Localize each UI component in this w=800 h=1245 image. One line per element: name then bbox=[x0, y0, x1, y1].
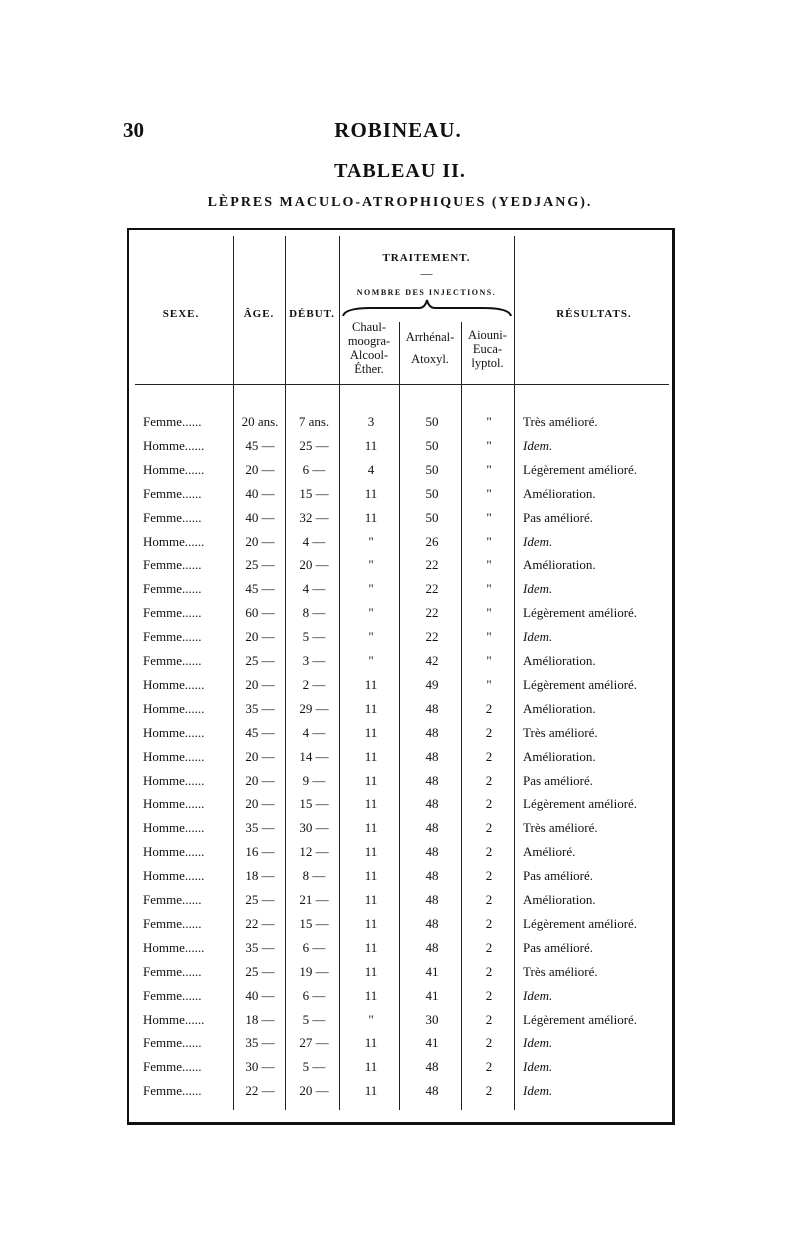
cell-age: 20 — bbox=[245, 533, 275, 549]
cell-sexe: Femme...... bbox=[143, 915, 202, 931]
table-row bbox=[129, 434, 672, 458]
header-chaulmoogra bbox=[339, 320, 399, 376]
cell-sexe: Homme...... bbox=[143, 820, 205, 836]
cell-aiouni: 2 bbox=[485, 796, 493, 812]
cell-debut: 9 — bbox=[302, 772, 326, 788]
cell-age: 45 — bbox=[245, 724, 275, 740]
cell-aiouni: " bbox=[486, 533, 492, 549]
cell-aiouni: 2 bbox=[485, 748, 493, 764]
cell-age: 60 — bbox=[245, 605, 275, 621]
cell-debut: 15 — bbox=[299, 485, 329, 501]
cell-aiouni: " bbox=[486, 509, 492, 525]
cell-arrhenal: 22 bbox=[425, 605, 439, 621]
table-row bbox=[129, 721, 672, 745]
header-line: lyptol. bbox=[471, 356, 504, 370]
cell-chaulmoogra: 11 bbox=[364, 939, 378, 955]
header-line: Atoxyl. bbox=[411, 352, 449, 366]
header-line: Chaul- bbox=[351, 320, 387, 334]
cell-aiouni: 2 bbox=[485, 1011, 493, 1027]
cell-chaulmoogra: 11 bbox=[364, 1059, 378, 1075]
cell-chaulmoogra: 11 bbox=[364, 772, 378, 788]
cell-age: 40 — bbox=[245, 485, 275, 501]
cell-sexe: Homme...... bbox=[143, 796, 205, 812]
cell-chaulmoogra: 11 bbox=[364, 724, 378, 740]
cell-resultat: Idem. bbox=[523, 987, 553, 1003]
page-header bbox=[118, 118, 678, 148]
cell-resultat: Légèrement amélioré. bbox=[523, 1011, 638, 1027]
cell-resultat: Légèrement amélioré. bbox=[523, 461, 638, 477]
cell-age: 25 — bbox=[245, 557, 275, 573]
cell-arrhenal: 41 bbox=[425, 987, 439, 1003]
cell-aiouni: 2 bbox=[485, 868, 493, 884]
cell-arrhenal: 48 bbox=[425, 868, 439, 884]
cell-aiouni: " bbox=[486, 485, 492, 501]
cell-resultat: Idem. bbox=[523, 1059, 553, 1075]
cell-resultat: Amélioration. bbox=[523, 485, 596, 501]
cell-arrhenal: 50 bbox=[425, 437, 439, 453]
cell-age: 16 — bbox=[245, 844, 275, 860]
cell-aiouni: 2 bbox=[485, 963, 493, 979]
cell-arrhenal: 48 bbox=[425, 892, 439, 907]
cell-arrhenal: 48 bbox=[425, 724, 439, 740]
cell-age: 25 — bbox=[245, 963, 275, 979]
cell-debut: 4 — bbox=[302, 533, 326, 549]
cell-aiouni: 2 bbox=[485, 820, 493, 836]
cell-aiouni: 2 bbox=[485, 915, 493, 931]
cell-age: 35 — bbox=[245, 939, 275, 955]
cell-debut: 20 — bbox=[299, 557, 329, 573]
cell-age: 20 — bbox=[245, 629, 275, 645]
cell-sexe: Homme...... bbox=[143, 437, 205, 453]
cell-chaulmoogra: 11 bbox=[364, 748, 378, 764]
table-row bbox=[129, 745, 672, 769]
page-number: 30 bbox=[123, 118, 144, 142]
cell-age: 20 — bbox=[245, 461, 275, 477]
header-arrhenal bbox=[399, 326, 461, 370]
cell-arrhenal: 42 bbox=[425, 653, 439, 668]
cell-aiouni: " bbox=[486, 437, 492, 453]
header-traitement: TRAITEMENT. bbox=[382, 252, 471, 264]
cell-chaulmoogra: 11 bbox=[364, 485, 378, 501]
brace-icon bbox=[341, 298, 513, 320]
cell-resultat: Idem. bbox=[523, 533, 553, 549]
cell-debut: 32 — bbox=[299, 509, 329, 525]
cell-aiouni: 2 bbox=[485, 772, 493, 788]
cell-debut: 5 — bbox=[302, 1011, 326, 1027]
cell-aiouni: " bbox=[486, 629, 492, 645]
table-title: TABLEAU II. bbox=[334, 160, 466, 182]
table-row bbox=[129, 673, 672, 697]
header-line: Euca- bbox=[472, 342, 503, 356]
cell-age: 45 — bbox=[245, 581, 275, 597]
cell-resultat: Amélioration. bbox=[523, 700, 596, 716]
cell-debut: 5 — bbox=[302, 1059, 326, 1075]
cell-age: 18 — bbox=[245, 1011, 275, 1027]
cell-arrhenal: 50 bbox=[425, 461, 439, 477]
cell-debut: 6 — bbox=[302, 987, 326, 1003]
cell-sexe: Femme...... bbox=[143, 1035, 202, 1051]
header-aiouni bbox=[461, 328, 514, 370]
table-row bbox=[129, 769, 672, 793]
cell-resultat: Légèrement amélioré. bbox=[523, 915, 638, 931]
cell-sexe: Homme...... bbox=[143, 461, 205, 477]
table-row bbox=[129, 1031, 672, 1055]
cell-sexe: Homme...... bbox=[143, 676, 205, 692]
cell-sexe: Femme...... bbox=[143, 892, 202, 907]
cell-chaulmoogra: 11 bbox=[364, 963, 378, 979]
cell-sexe: Femme...... bbox=[143, 509, 202, 525]
cell-arrhenal: 22 bbox=[425, 581, 439, 597]
table-row bbox=[129, 506, 672, 530]
cell-sexe: Femme...... bbox=[143, 963, 202, 979]
cell-age: 20 — bbox=[245, 748, 275, 764]
table-row bbox=[129, 697, 672, 721]
cell-arrhenal: 48 bbox=[425, 820, 439, 836]
cell-age: 35 — bbox=[245, 700, 275, 716]
cell-age: 35 — bbox=[245, 820, 275, 836]
cell-aiouni: " bbox=[486, 461, 492, 477]
cell-resultat: Idem. bbox=[523, 437, 553, 453]
cell-sexe: Femme...... bbox=[143, 581, 202, 597]
cell-arrhenal: 48 bbox=[425, 915, 439, 931]
cell-chaulmoogra: 11 bbox=[364, 1035, 378, 1051]
cell-resultat: Pas amélioré. bbox=[523, 939, 594, 955]
header-line: Aiouni- bbox=[468, 328, 507, 342]
cell-arrhenal: 48 bbox=[425, 796, 439, 812]
results-table bbox=[127, 228, 675, 1125]
cell-resultat: Pas amélioré. bbox=[523, 868, 594, 884]
cell-sexe: Femme...... bbox=[143, 485, 202, 501]
cell-sexe: Homme...... bbox=[143, 939, 205, 955]
cell-age: 25 — bbox=[245, 653, 275, 668]
cell-resultat: Idem. bbox=[523, 1035, 553, 1051]
cell-arrhenal: 41 bbox=[425, 1035, 439, 1051]
cell-aiouni: 2 bbox=[485, 724, 493, 740]
table-row bbox=[129, 601, 672, 625]
cell-chaulmoogra: 11 bbox=[364, 700, 378, 716]
table-row bbox=[129, 840, 672, 864]
header-rule bbox=[135, 384, 669, 385]
cell-resultat: Amélioration. bbox=[523, 557, 596, 573]
cell-chaulmoogra: 3 bbox=[367, 414, 375, 429]
cell-debut: 29 — bbox=[299, 700, 329, 716]
cell-resultat: Très amélioré. bbox=[523, 724, 598, 740]
cell-chaulmoogra: 11 bbox=[364, 437, 378, 453]
cell-resultat: Très amélioré. bbox=[523, 963, 598, 979]
header-nombre-injections: NOMBRE DES INJECTIONS. bbox=[356, 288, 497, 297]
table-row bbox=[129, 482, 672, 506]
cell-debut: 12 — bbox=[299, 844, 329, 860]
table-row bbox=[129, 864, 672, 888]
header-age: ÂGE. bbox=[243, 308, 275, 320]
header-resultats: RÉSULTATS. bbox=[556, 308, 632, 320]
cell-resultat: Très amélioré. bbox=[523, 820, 598, 836]
cell-aiouni: " bbox=[486, 414, 492, 429]
cell-sexe: Homme...... bbox=[143, 533, 205, 549]
running-head: ROBINEAU. bbox=[334, 118, 462, 142]
table-row bbox=[129, 888, 672, 912]
cell-resultat: Idem. bbox=[523, 581, 553, 597]
table-row bbox=[129, 816, 672, 840]
cell-debut: 6 — bbox=[302, 461, 326, 477]
cell-age: 30 — bbox=[245, 1059, 275, 1075]
cell-sexe: Homme...... bbox=[143, 724, 205, 740]
cell-age: 20 ans. bbox=[241, 414, 279, 429]
table-row bbox=[129, 1008, 672, 1032]
cell-aiouni: 2 bbox=[485, 700, 493, 716]
cell-age: 45 — bbox=[245, 437, 275, 453]
header-debut: DÉBUT. bbox=[289, 308, 335, 320]
table-row bbox=[129, 553, 672, 577]
cell-debut: 4 — bbox=[302, 581, 326, 597]
cell-aiouni: " bbox=[486, 605, 492, 621]
cell-age: 35 — bbox=[245, 1035, 275, 1051]
cell-debut: 30 — bbox=[299, 820, 329, 836]
cell-chaulmoogra: 4 bbox=[367, 461, 375, 477]
table-row bbox=[129, 792, 672, 816]
cell-sexe: Homme...... bbox=[143, 1011, 205, 1027]
cell-sexe: Femme...... bbox=[143, 629, 202, 645]
cell-arrhenal: 49 bbox=[425, 676, 439, 692]
cell-aiouni: 2 bbox=[485, 1059, 493, 1075]
cell-age: 22 — bbox=[245, 1083, 275, 1099]
cell-arrhenal: 48 bbox=[425, 1083, 439, 1099]
table-row bbox=[129, 577, 672, 601]
table-row bbox=[129, 649, 672, 673]
cell-debut: 27 — bbox=[299, 1035, 329, 1051]
cell-age: 20 — bbox=[245, 772, 275, 788]
cell-arrhenal: 48 bbox=[425, 748, 439, 764]
cell-arrhenal: 26 bbox=[425, 533, 439, 549]
cell-debut: 4 — bbox=[302, 724, 326, 740]
cell-age: 18 — bbox=[245, 868, 275, 884]
cell-aiouni: 2 bbox=[485, 1083, 493, 1099]
cell-chaulmoogra: 11 bbox=[364, 509, 378, 525]
cell-arrhenal: 30 bbox=[425, 1011, 439, 1027]
cell-arrhenal: 41 bbox=[425, 963, 439, 979]
cell-resultat: Pas amélioré. bbox=[523, 509, 594, 525]
cell-age: 22 — bbox=[245, 915, 275, 931]
cell-resultat: Idem. bbox=[523, 1083, 553, 1099]
cell-resultat: Légèrement amélioré. bbox=[523, 676, 638, 692]
cell-aiouni: " bbox=[486, 653, 492, 668]
table-subtitle: LÈPRES MACULO-ATROPHIQUES (YEDJANG). bbox=[207, 195, 593, 210]
cell-chaulmoogra: " bbox=[368, 653, 374, 668]
cell-sexe: Homme...... bbox=[143, 748, 205, 764]
cell-sexe: Femme...... bbox=[143, 1059, 202, 1075]
cell-age: 20 — bbox=[245, 676, 275, 692]
table-row bbox=[129, 960, 672, 984]
cell-sexe: Homme...... bbox=[143, 844, 205, 860]
cell-chaulmoogra: 11 bbox=[364, 796, 378, 812]
cell-chaulmoogra: 11 bbox=[364, 892, 378, 907]
cell-arrhenal: 50 bbox=[425, 414, 439, 429]
cell-resultat: Idem. bbox=[523, 629, 553, 645]
cell-chaulmoogra: " bbox=[368, 605, 374, 621]
cell-sexe: Homme...... bbox=[143, 868, 205, 884]
cell-aiouni: 2 bbox=[485, 1035, 493, 1051]
cell-sexe: Femme...... bbox=[143, 557, 202, 573]
cell-chaulmoogra: 11 bbox=[364, 987, 378, 1003]
cell-aiouni: 2 bbox=[485, 892, 493, 907]
cell-chaulmoogra: " bbox=[368, 629, 374, 645]
table-row bbox=[129, 530, 672, 554]
cell-debut: 8 — bbox=[302, 868, 326, 884]
table-row bbox=[129, 912, 672, 936]
table-row bbox=[129, 936, 672, 960]
cell-debut: 15 — bbox=[299, 915, 329, 931]
cell-sexe: Femme...... bbox=[143, 1083, 202, 1099]
cell-aiouni: " bbox=[486, 676, 492, 692]
cell-chaulmoogra: 11 bbox=[364, 820, 378, 836]
cell-arrhenal: 48 bbox=[425, 1059, 439, 1075]
cell-debut: 19 — bbox=[299, 963, 329, 979]
cell-arrhenal: 48 bbox=[425, 772, 439, 788]
cell-resultat: Légèrement amélioré. bbox=[523, 605, 638, 621]
cell-age: 40 — bbox=[245, 987, 275, 1003]
cell-chaulmoogra: " bbox=[368, 557, 374, 573]
cell-debut: 8 — bbox=[302, 605, 326, 621]
cell-chaulmoogra: 11 bbox=[364, 1083, 378, 1099]
cell-resultat: Pas amélioré. bbox=[523, 772, 594, 788]
table-row bbox=[129, 984, 672, 1008]
cell-resultat: Amélioration. bbox=[523, 892, 596, 907]
cell-aiouni: 2 bbox=[485, 987, 493, 1003]
cell-resultat: Très amélioré. bbox=[523, 414, 598, 429]
cell-chaulmoogra: " bbox=[368, 581, 374, 597]
header-line: moogra- bbox=[347, 334, 391, 348]
cell-debut: 25 — bbox=[299, 437, 329, 453]
cell-sexe: Homme...... bbox=[143, 772, 205, 788]
cell-chaulmoogra: 11 bbox=[364, 915, 378, 931]
cell-chaulmoogra: 11 bbox=[364, 844, 378, 860]
cell-aiouni: " bbox=[486, 557, 492, 573]
cell-debut: 7 ans. bbox=[298, 414, 330, 429]
table-row bbox=[129, 625, 672, 649]
cell-resultat: Amélioration. bbox=[523, 748, 596, 764]
cell-debut: 3 — bbox=[302, 653, 326, 668]
header-line: Éther. bbox=[354, 362, 384, 376]
cell-chaulmoogra: 11 bbox=[364, 868, 378, 884]
header-dash: — bbox=[420, 266, 433, 280]
cell-arrhenal: 48 bbox=[425, 939, 439, 955]
cell-resultat: Légèrement amélioré. bbox=[523, 796, 638, 812]
cell-arrhenal: 22 bbox=[425, 629, 439, 645]
cell-arrhenal: 48 bbox=[425, 700, 439, 716]
cell-sexe: Homme...... bbox=[143, 700, 205, 716]
cell-aiouni: 2 bbox=[485, 939, 493, 955]
cell-debut: 15 — bbox=[299, 796, 329, 812]
cell-chaulmoogra: 11 bbox=[364, 676, 378, 692]
cell-resultat: Amélioré. bbox=[523, 844, 576, 860]
header-line: Alcool- bbox=[349, 348, 389, 362]
cell-debut: 21 — bbox=[299, 892, 329, 907]
cell-arrhenal: 50 bbox=[425, 509, 439, 525]
cell-sexe: Femme...... bbox=[143, 653, 202, 668]
cell-aiouni: " bbox=[486, 581, 492, 597]
table-row bbox=[129, 1055, 672, 1079]
table-row bbox=[129, 410, 672, 434]
cell-sexe: Femme...... bbox=[143, 987, 202, 1003]
table-row bbox=[129, 1079, 672, 1103]
cell-age: 40 — bbox=[245, 509, 275, 525]
cell-debut: 2 — bbox=[302, 676, 326, 692]
cell-age: 25 — bbox=[245, 892, 275, 907]
table-row bbox=[129, 458, 672, 482]
cell-chaulmoogra: " bbox=[368, 533, 374, 549]
header-sexe: SEXE. bbox=[162, 308, 200, 320]
cell-chaulmoogra: " bbox=[368, 1011, 374, 1027]
cell-sexe: Femme...... bbox=[143, 605, 202, 621]
cell-resultat: Amélioration. bbox=[523, 653, 596, 668]
cell-aiouni: 2 bbox=[485, 844, 493, 860]
cell-sexe: Femme...... bbox=[143, 414, 202, 429]
cell-arrhenal: 22 bbox=[425, 557, 439, 573]
cell-arrhenal: 48 bbox=[425, 844, 439, 860]
cell-debut: 6 — bbox=[302, 939, 326, 955]
header-line: Arrhénal- bbox=[405, 330, 455, 344]
cell-debut: 20 — bbox=[299, 1083, 329, 1099]
cell-debut: 14 — bbox=[299, 748, 329, 764]
cell-arrhenal: 50 bbox=[425, 485, 439, 501]
cell-debut: 5 — bbox=[302, 629, 326, 645]
cell-age: 20 — bbox=[245, 796, 275, 812]
